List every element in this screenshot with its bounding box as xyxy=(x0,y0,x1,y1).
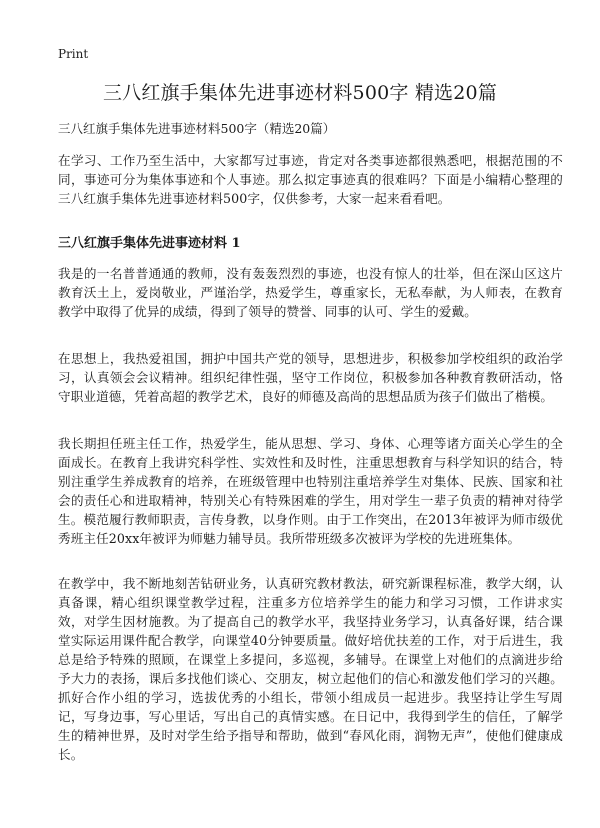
print-link[interactable]: Print xyxy=(58,47,89,61)
body-paragraph-3: 我长期担任班主任工作，热爱学生，能从思想、学习、身体、心理等诸方面关心学生的全面成长。在教育上我讲究科学性、实效性和及时性，注重思想教育与科学知识的结合，特别注重学生养成教育的培养，在班级管理中也特别注重培养学生对集体、民族、国家和社会的责任心和进取精神，特别关心有特殊困难的学生，用对学生一辈子负责的精神对待学生。模范履行教师职责，言传身教，以身作则。由于工作突出，在2013年被评为师市级优秀班主任20xx年被评为师魅力辅导员。我所带班级多次被评为学校的先进班集体。 xyxy=(58,436,563,546)
body-paragraph-1: 我是的一名普普通通的教师，没有轰轰烈烈的事迹，也没有惊人的壮举，但在深山区这片教育沃土上，爱岗敬业，严谨治学，热爱学生，尊重家长，无私奉献，为人师表，在教育教学中取得了优异的成绩，得到了领导的赞誉、同事的认可、学生的爱戴。 xyxy=(58,266,563,319)
intro-paragraph: 在学习、工作乃至生活中，大家都写过事迹，肯定对各类事迹都很熟悉吧，根据范围的不同，事迹可分为集体事迹和个人事迹。那么拟定事迹真的很难吗？下面是小编精心整理的三八红旗手集体先进事迹材料500字，仅供参考，大家一起来看看吧。 xyxy=(58,153,563,206)
section-heading: 三八红旗手集体先进事迹材料 1 xyxy=(58,236,241,251)
body-paragraph-2: 在思想上，我热爱祖国，拥护中国共产党的领导，思想进步，积极参加学校组织的政治学习，认真领会会议精神。组织纪律性强，坚守工作岗位，积极参加各种教育教研活动，恪守职业道德，凭着高超的教学艺术，良好的师德及高尚的思想品质为孩子们做出了楷模。 xyxy=(58,351,563,404)
document-subtitle: 三八红旗手集体先进事迹材料500字（精选20篇） xyxy=(58,121,336,136)
page-title: 三八红旗手集体先进事迹材料500字 精选20篇 xyxy=(102,82,498,104)
body-paragraph-4: 在教学中，我不断地刻苦钻研业务，认真研究教材教法，研究新课程标准，教学大纲，认真备课，精心组织课堂教学过程，注重多方位培养学生的能力和学习习惯，工作讲求实效，对学生因材施教。为了提高自己的教学水平，我坚持业务学习，认真备好课，结合课堂实际运用课件配合教学，向课堂40分钟要质量。做好培优扶差的工作，对于后进生，我总是给予特殊的照顾，在课堂上多提问，多巡视，多辅导。在课堂上对他们的点滴进步给予大力的表扬，课后多找他们谈心、交朋友，树立起他们的信心和激发他们学习的兴趣。抓好合作小组的学习，选拔优秀的小组长，带领小组成员一起进步。我坚持让学生写周记，写身边事，写心里话，写出自己的真情实感。在日记中，我得到学生的信任，了解学生的精神世界，及时对学生给予指导和帮助，做到“春风化雨，润物无声”，使他们健康成长。 xyxy=(58,576,563,762)
